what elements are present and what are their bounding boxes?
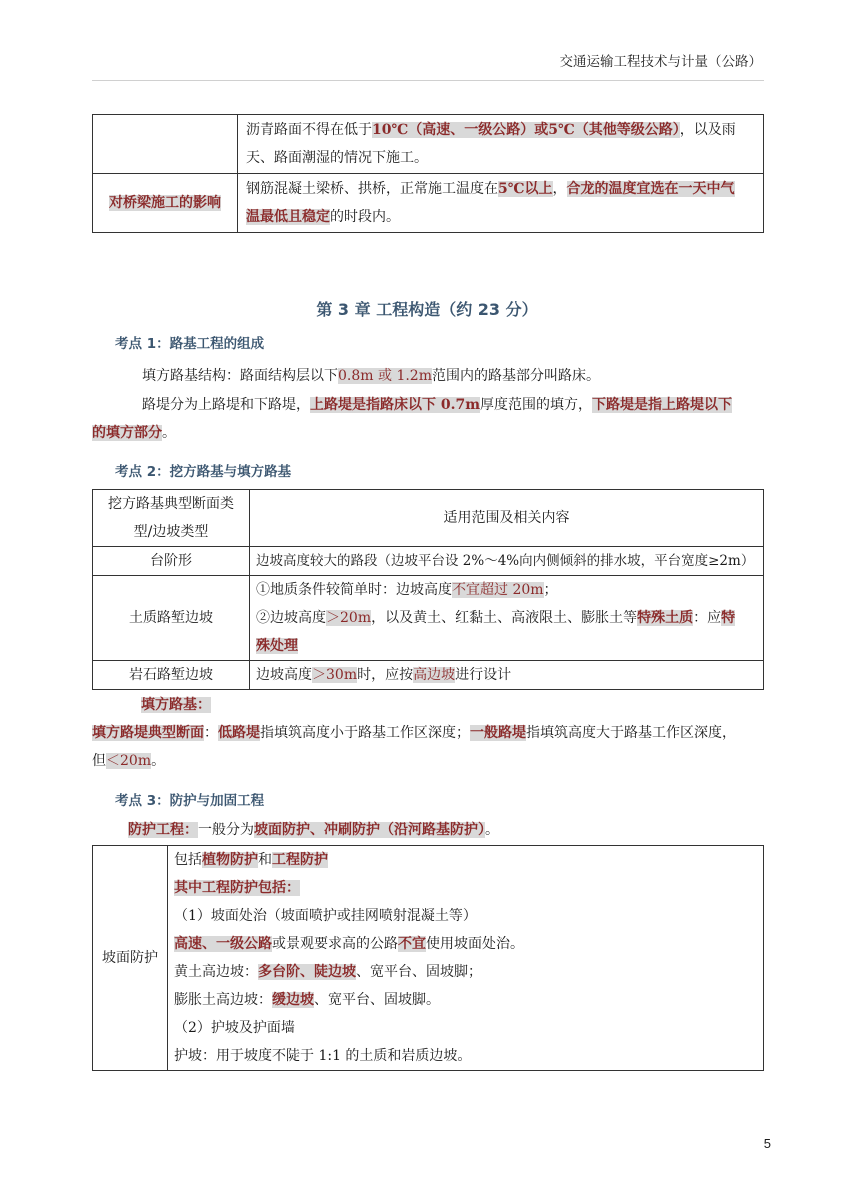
cut-slope-table [92, 489, 764, 690]
text: 钢筋混凝土梁桥、拱桥，正常施工温度在 [246, 181, 498, 197]
table-cell-empty [93, 115, 238, 174]
table-row [93, 576, 764, 661]
fill-subgrade-paragraph: 填方路堤典型断面：低路堤指填筑高度小于路基工作区深度；一般路堤指填筑高度大于路基工作区深度， 但＜20m。 [92, 725, 736, 769]
highlight: 合龙的温度宜选在一天中气 [566, 181, 735, 197]
table-cell: 边坡高度较大的路段（边坡平台设 2%～4%向内侧倾斜的排水坡，平台宽度≥2m） [250, 547, 764, 576]
slope-protection-content: 包括植物防护和工程防护 其中工程防护包括： （1）坡面处治（坡面喷护或挂网喷射混凝土等） 高速、一级公路或景观要求高的公路不宜使用坡面处治。 黄土高边坡：多台阶、陡边坡、宽平台、固坡脚； 膨胀土高边坡：缓边坡、宽平台、固坡脚。 （2）护坡及护面墙 护坡：用于坡度不陡于 1:1 的土质和岩质边坡。 [168, 846, 764, 1071]
table-row [93, 115, 764, 174]
table-cell: ①地质条件较简单时：边坡高度不宜超过 20m； ②边坡高度＞20m，以及黄土、红黏土、高液限土、膨胀土等特殊土质：应特 殊处理 [250, 576, 764, 661]
kp1-paragraph-2: 路堤分为上路堤和下路堤，上路堤是指路床以下 0.7m厚度范围的填方，下路堤是指上路堤以下 的填方部分。 [92, 397, 733, 441]
highlight: 温最低且稳定 [246, 209, 330, 225]
table-cell: 土质路堑边坡 [93, 576, 250, 661]
text: ， [552, 181, 567, 197]
bridge-influence-label: 对桥梁施工的影响 [93, 174, 238, 233]
table-row [93, 547, 764, 576]
kp2-title: 考点 2：挖方路基与填方路基 [115, 464, 292, 480]
page-number: 5 [763, 1136, 771, 1151]
text: 天、路面潮湿的情况下施工。 [246, 150, 428, 166]
table-header-row [93, 490, 764, 547]
protection-intro: 防护工程：一般分为坡面防护、冲刷防护（沿河路基防护）。 [128, 822, 499, 838]
header-divider [92, 80, 764, 81]
kp1-paragraph-1: 填方路基结构：路面结构层以下0.8m 或 1.2m范围内的路基部分叫路床。 [142, 368, 600, 384]
highlight: 5℃以上 [498, 181, 553, 197]
table-cell: 台阶形 [93, 547, 250, 576]
text: 沥青路面不得在低于 [246, 122, 372, 138]
text: ，以及雨 [679, 122, 736, 138]
construction-conditions-table [92, 114, 764, 233]
kp1-title: 考点 1：路基工程的组成 [115, 336, 265, 352]
kp3-title: 考点 3：防护与加固工程 [115, 793, 265, 809]
fill-subgrade-title: 填方路基： [141, 697, 211, 713]
table-cell: 岩石路堑边坡 [93, 661, 250, 690]
chapter-title: 第 3 章 工程构造（约 23 分） [316, 300, 538, 319]
asphalt-temperature-cell [238, 115, 764, 174]
text: 的时段内。 [330, 209, 400, 225]
table-row [93, 174, 764, 233]
header-title: 交通运输工程技术与计量（公路） [559, 54, 762, 69]
highlight: 10℃（高速、一级公路）或5℃（其他等级公路） [372, 122, 680, 138]
table-cell: 边坡高度＞30m时，应按高边坡进行设计 [250, 661, 764, 690]
table-row [93, 846, 764, 1071]
table-header-cell: 挖方路基典型断面类 型/边坡类型 [93, 490, 250, 547]
slope-protection-label: 坡面防护 [93, 846, 168, 1071]
table-row [93, 661, 764, 690]
slope-protection-table [92, 845, 764, 1071]
table-header-cell: 适用范围及相关内容 [250, 490, 764, 547]
bridge-temperature-cell [238, 174, 764, 233]
